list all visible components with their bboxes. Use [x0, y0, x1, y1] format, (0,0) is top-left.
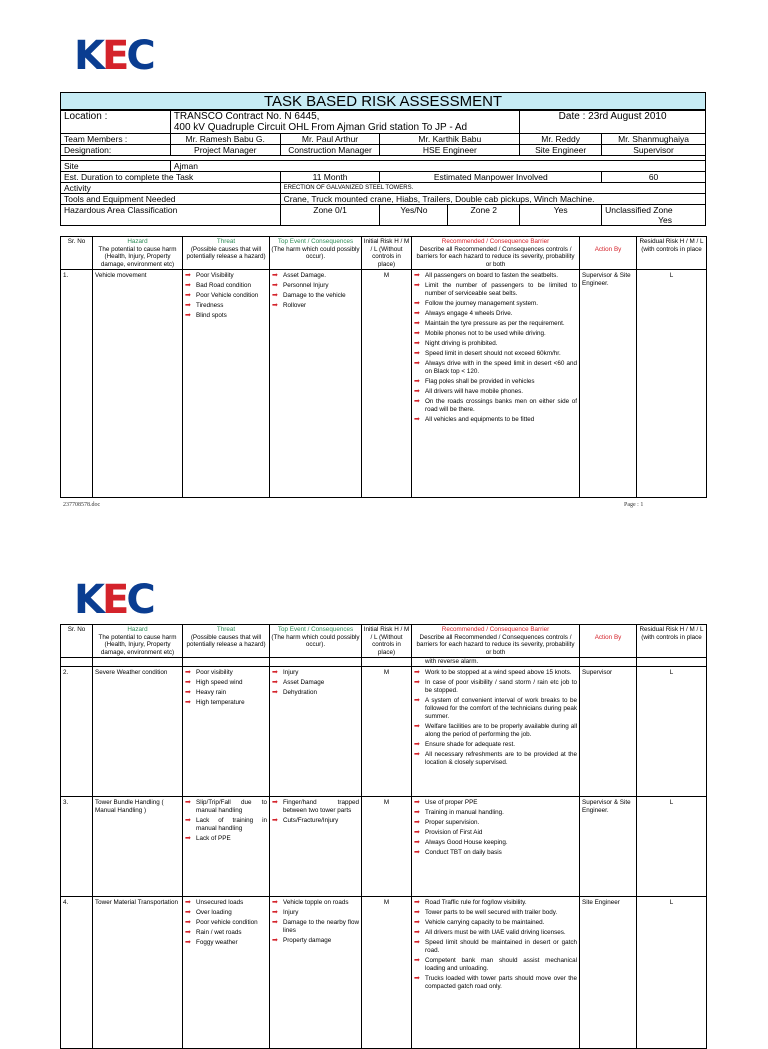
initial-risk-cell: M — [362, 667, 412, 797]
residual-risk-cell: L — [637, 797, 707, 897]
designation: HSE Engineer — [380, 145, 520, 156]
threat-item: ➡ Poor Visibility — [185, 272, 267, 280]
initial-risk-cell: M — [362, 897, 412, 1049]
designation: Site Engineer — [520, 145, 602, 156]
threat-list — [183, 797, 270, 897]
info-table — [60, 110, 706, 226]
top-event-header-title: Top Event / Consequences — [277, 238, 354, 245]
barrier-header-desc: Describe all Recommended / Consequences controls / barriers for each hazard to reduce its severity, probability or both — [416, 633, 575, 656]
barrier-item: ➡ Conduct TBT on daily basis — [414, 849, 577, 857]
residual-risk-cell: L — [637, 667, 707, 797]
hazard-cell: Tower Bundle Handling ( Manual Handling ) — [93, 797, 183, 897]
event-item: ➡ Cuts/Fracture/Injury — [272, 817, 359, 825]
column-header — [580, 237, 637, 270]
threat-item: ➡ Bad Road condition — [185, 282, 267, 290]
document-title: TASK BASED RISK ASSESSMENT — [60, 92, 706, 110]
duration-label: Est. Duration to complete the Task — [61, 172, 281, 183]
barrier-item: ➡ Always engage 4 wheels Drive. — [414, 310, 577, 318]
barrier-item: ➡ Limit the number of passengers to be limited to number of serviceable seat belts. — [414, 282, 577, 298]
threat-item: ➡ High speed wind — [185, 679, 267, 687]
barrier-item: ➡ Competent bank man should assist mechanical loading and unloading. — [414, 957, 577, 973]
threat-item: ➡ Poor Vehicle condition — [185, 292, 267, 300]
column-header — [362, 625, 412, 658]
barrier-header-title: Recommended / Consequence Barrier — [441, 626, 550, 633]
team-member: Mr. Ramesh Babu G. — [170, 134, 280, 145]
barrier-item: ➡ Provision of First Aid — [414, 829, 577, 837]
site-value: Ajman — [170, 161, 705, 172]
barrier-list — [412, 797, 580, 897]
threat-item: ➡ Tiredness — [185, 302, 267, 310]
threat-header-desc: (Possible causes that will potentially release a hazard) — [186, 245, 266, 260]
table-row — [61, 797, 707, 897]
action-by-header: Action By — [594, 634, 622, 641]
threat-item: ➡ Foggy weather — [185, 939, 267, 947]
barrier-item: ➡ Proper supervision. — [414, 819, 577, 827]
barrier-item: ➡ Use of proper PPE — [414, 799, 577, 807]
barrier-item: ➡ All passengers on board to fasten the seatbelts. — [414, 272, 577, 280]
threat-item: ➡ Rain / wet roads — [185, 929, 267, 937]
barrier-item: ➡ All drivers will have mobile phones. — [414, 388, 577, 396]
hazard-header-title: Hazard — [127, 238, 148, 245]
hazard-header-title: Hazard — [127, 626, 148, 633]
action-by-cell: Supervisor — [580, 667, 637, 797]
footer-page-number: Page : 1 — [624, 502, 644, 508]
table-row — [61, 667, 707, 797]
event-item: ➡ Vehicle topple on roads — [272, 899, 359, 907]
footer-doc-name: 237708578.doc — [63, 502, 101, 508]
zone-01: Zone 0/1 — [280, 205, 380, 226]
risk-table — [60, 236, 707, 498]
initial-risk-cell: M — [362, 270, 412, 498]
manpower-value: 60 — [602, 172, 706, 183]
activity-value: ERECTION OF GALVANIZED STEEL TOWERS. — [280, 183, 705, 194]
column-header — [362, 237, 412, 270]
threat-item: ➡ Poor visibility — [185, 669, 267, 677]
column-header — [61, 237, 93, 270]
event-item: ➡ Rollover — [272, 302, 359, 310]
event-item: ➡ Asset Damage — [272, 679, 359, 687]
column-header — [637, 625, 707, 658]
barrier-item: ➡ Follow the journey management system. — [414, 300, 577, 308]
hazard-cell: Tower Material Transportation — [93, 897, 183, 1049]
event-item: ➡ Dehydration — [272, 689, 359, 697]
hazard-header-desc: The potential to cause harm (Health, Injury, Property damage, environment etc) — [98, 245, 177, 268]
threat-list — [183, 667, 270, 797]
barrier-item: ➡ Ensure shade for adequate rest. — [414, 741, 577, 749]
event-list — [270, 797, 362, 897]
event-item: ➡ Property damage — [272, 937, 359, 945]
team-member: Mr. Shanmughaiya — [602, 134, 706, 145]
zone-2: Zone 2 — [448, 205, 520, 226]
designation: Construction Manager — [280, 145, 380, 156]
action-by-cell: Supervisor & Site Engineer. — [580, 270, 637, 498]
column-header — [61, 625, 93, 658]
team-label: Team Members : — [61, 134, 171, 145]
threat-item: ➡ Slip/Trip/Fall due to manual handling — [185, 799, 267, 815]
column-header — [93, 625, 183, 658]
threat-item: ➡ Blind spots — [185, 312, 267, 320]
threat-item: ➡ High temperature — [185, 699, 267, 707]
barrier-item: ➡ Speed limit should be maintained in desert or gatch road. — [414, 939, 577, 955]
site-label: Site — [61, 161, 171, 172]
barrier-item: ➡ Work to be stopped at a wind speed above 15 knots. — [414, 669, 577, 677]
threat-header-title: Threat — [216, 238, 236, 245]
column-header — [412, 625, 580, 658]
event-item: ➡ Asset Damage. — [272, 272, 359, 280]
location-value: TRANSCO Contract No. N 6445, 400 kV Quadruple Circuit OHL From Ajman Grid station To JP - Ad — [170, 111, 519, 134]
action-by-cell: Supervisor & Site Engineer. — [580, 797, 637, 897]
unclassified-zone: Unclassified Zone Yes — [602, 205, 706, 226]
barrier-item: ➡ Flag poles shall be provided in vehicles — [414, 378, 577, 386]
residual-risk-header: Residual Risk H / M / L (with controls in place — [639, 238, 704, 253]
manpower-label: Estimated Manpower Involved — [380, 172, 602, 183]
threat-header-desc: (Possible causes that will potentially release a hazard) — [186, 633, 266, 648]
hazard-area-label: Hazardous Area Classification — [61, 205, 281, 226]
action-by-header: Action By — [594, 246, 622, 253]
threat-item: ➡ Lack of training in manual handling — [185, 817, 267, 833]
top-event-header-title: Top Event / Consequences — [277, 626, 354, 633]
hazard-cell: Vehicle movement — [93, 270, 183, 498]
row-number: 4. — [61, 897, 93, 1049]
team-member: Mr. Reddy — [520, 134, 602, 145]
designation-label: Designation: — [61, 145, 171, 156]
threat-list — [183, 897, 270, 1049]
event-item: ➡ Injury — [272, 669, 359, 677]
barrier-header-desc: Describe all Recommended / Consequences controls / barriers for each hazard to reduce its severity, probability or both — [416, 245, 575, 268]
date-value: Date : 23rd August 2010 — [520, 111, 706, 134]
initial-risk-header: Initial Risk H / M / L (Without controls in place) — [363, 626, 410, 656]
barrier-item: ➡ Mobile phones not to be used while driving. — [414, 330, 577, 338]
event-item: ➡ Finger/hand trapped between two tower parts — [272, 799, 359, 815]
barrier-item: ➡ On the roads crossings banks men on either side of road will be there. — [414, 398, 577, 414]
threat-list — [183, 270, 270, 498]
barrier-header-title: Recommended / Consequence Barrier — [441, 238, 550, 245]
event-list — [270, 897, 362, 1049]
column-header — [270, 237, 362, 270]
table-row — [61, 270, 707, 498]
initial-risk-header: Initial Risk H / M / L (Without controls in place) — [363, 238, 410, 268]
top-event-header-desc: (The harm which could possibly occur). — [271, 245, 360, 260]
barrier-item: ➡ All necessary refreshments are to be provided at the location & closely supervised. — [414, 751, 577, 767]
barrier-item: ➡ All drivers must be with UAE valid driving licenses. — [414, 929, 577, 937]
barrier-list — [412, 270, 580, 498]
threat-item: ➡ Over loading — [185, 909, 267, 917]
event-item: ➡ Damage to the nearby flow lines — [272, 919, 359, 935]
duration-value: 11 Month — [280, 172, 380, 183]
location-label: Location : — [61, 111, 171, 134]
barrier-list — [412, 897, 580, 1049]
threat-header-title: Threat — [216, 626, 236, 633]
team-member: Mr. Paul Arthur — [280, 134, 380, 145]
srno-header: Sr. No — [67, 238, 86, 245]
column-header — [270, 625, 362, 658]
kec-logo: KEC — [74, 33, 153, 79]
initial-risk-cell: M — [362, 797, 412, 897]
zone-2-value: Yes — [520, 205, 602, 226]
column-header — [637, 237, 707, 270]
top-event-header-desc: (The harm which could possibly occur). — [271, 633, 360, 648]
barrier-item: ➡ Tower parts to be well secured with trailer body. — [414, 909, 577, 917]
column-header — [580, 625, 637, 658]
column-header — [183, 237, 270, 270]
row-number: 2. — [61, 667, 93, 797]
barrier-list — [412, 667, 580, 797]
event-list — [270, 270, 362, 498]
hazard-header-desc: The potential to cause harm (Health, Injury, Property damage, environment etc) — [98, 633, 177, 656]
threat-item: ➡ Poor vehicle condition — [185, 919, 267, 927]
barrier-item: ➡ All vehicles and equipments to be fitted — [414, 416, 577, 424]
hazard-cell: Severe Weather condition — [93, 667, 183, 797]
designation: Supervisor — [602, 145, 706, 156]
action-by-cell: Site Engineer — [580, 897, 637, 1049]
event-item: ➡ Damage to the vehicle — [272, 292, 359, 300]
barrier-item: ➡ Speed limit in desert should not exceed 60km/hr. — [414, 350, 577, 358]
team-member: Mr. Karthik Babu — [380, 134, 520, 145]
barrier-item: ➡ A system of convenient interval of work breaks to be followed for the comfort of the technicians during peak summer. — [414, 697, 577, 721]
document-page-1 — [0, 0, 768, 520]
column-header — [183, 625, 270, 658]
designation: Project Manager — [170, 145, 280, 156]
threat-item: ➡ Lack of PPE — [185, 835, 267, 843]
residual-risk-cell: L — [637, 897, 707, 1049]
risk-table — [60, 624, 707, 1049]
activity-label: Activity — [61, 183, 281, 194]
row-number: 1. — [61, 270, 93, 498]
event-item: ➡ Personnel Injury — [272, 282, 359, 290]
continued-barrier: with reverse alarm. — [412, 658, 580, 667]
tools-value: Crane, Truck mounted crane, Hiabs, Trailers, Double cab pickups, Winch Machine. — [280, 194, 705, 205]
column-header — [412, 237, 580, 270]
document-page-2 — [0, 520, 768, 1024]
residual-risk-header: Residual Risk H / M / L (with controls in place — [639, 626, 704, 641]
barrier-item: ➡ Always Good House keeping. — [414, 839, 577, 847]
residual-risk-cell: L — [637, 270, 707, 498]
row-number: 3. — [61, 797, 93, 897]
barrier-item: ➡ Road Traffic rule for fog/low visibility. — [414, 899, 577, 907]
kec-logo: KEC — [74, 577, 153, 623]
threat-item: ➡ Heavy rain — [185, 689, 267, 697]
barrier-item: ➡ In case of poor visibility / sand storm / rain etc job to be stopped. — [414, 679, 577, 695]
srno-header: Sr. No — [67, 626, 86, 633]
event-list — [270, 667, 362, 797]
threat-item: ➡ Unsecured loads — [185, 899, 267, 907]
barrier-item: ➡ Welfare facilities are to be properly available during all along the period of performing the job. — [414, 723, 577, 739]
barrier-item: ➡ Maintain the tyre pressure as per the requirement. — [414, 320, 577, 328]
column-header — [93, 237, 183, 270]
event-item: ➡ Injury — [272, 909, 359, 917]
barrier-item: ➡ Trucks loaded with tower parts should move over the compacted gatch road only. — [414, 975, 577, 991]
barrier-item: ➡ Night driving is prohibited. — [414, 340, 577, 348]
yes-no: Yes/No — [380, 205, 448, 226]
tools-label: Tools and Equipment Needed — [61, 194, 281, 205]
barrier-item: ➡ Always drive with in the speed limit in desert <60 and on Black top < 120. — [414, 360, 577, 376]
barrier-item: ➡ Training in manual handling. — [414, 809, 577, 817]
barrier-item: ➡ Vehicle carrying capacity to be maintained. — [414, 919, 577, 927]
table-row — [61, 897, 707, 1049]
